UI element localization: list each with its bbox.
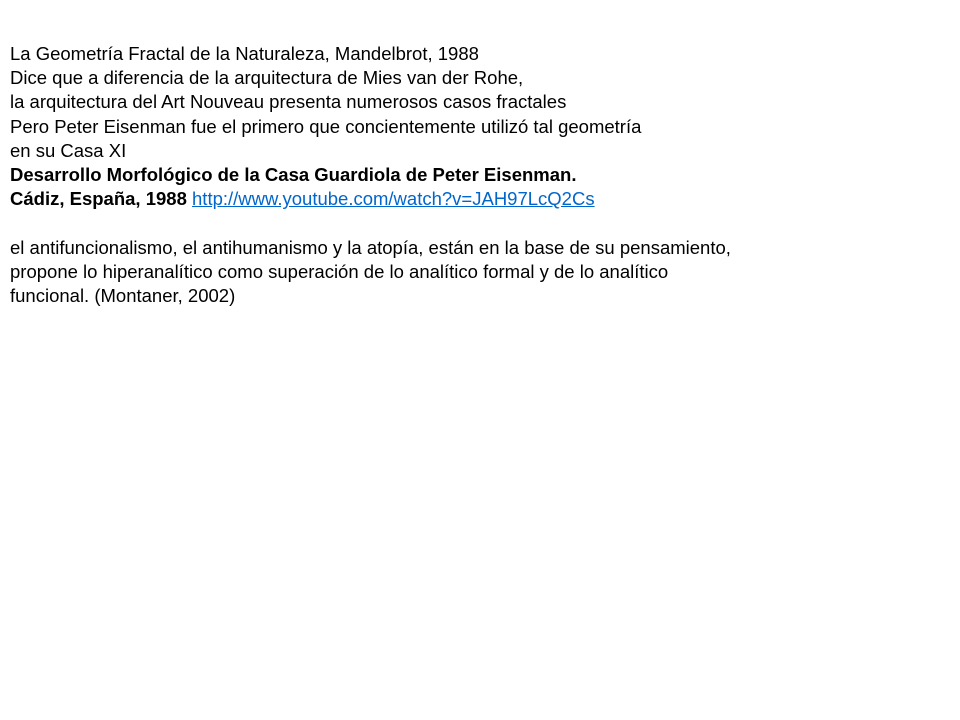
- youtube-link[interactable]: http://www.youtube.com/watch?v=JAH97LcQ2Cs: [192, 188, 595, 210]
- intro-line-3: la arquitectura del Art Nouveau presenta numerosos casos fractales: [10, 91, 567, 113]
- slide-text-body: [10, 42, 950, 308]
- intro-line-4: Pero Peter Eisenman fue el primero que concientemente utilizó tal geometría: [10, 115, 642, 137]
- highlight-location: Cádiz, España, 1988: [10, 188, 187, 210]
- quote-line-1: el antifuncionalismo, el antihumanismo y la atopía, están en la base de su pensamiento,: [10, 236, 731, 258]
- intro-line-5: en su Casa XI: [10, 139, 127, 161]
- blank-line: [10, 211, 950, 235]
- quote-line-3: funcional. (Montaner, 2002): [10, 285, 236, 307]
- highlight-location-row: [10, 187, 950, 211]
- intro-line-2: Dice que a diferencia de la arquitectura de Mies van der Rohe,: [10, 67, 524, 89]
- highlight-title: Desarrollo Morfológico de la Casa Guardiola de Peter Eisenman.: [10, 164, 577, 186]
- quote-line-2: propone lo hiperanalítico como superación de lo analítico formal y de lo analítico: [10, 260, 669, 282]
- intro-line-1: La Geometría Fractal de la Naturaleza, Mandelbrot, 1988: [10, 43, 479, 64]
